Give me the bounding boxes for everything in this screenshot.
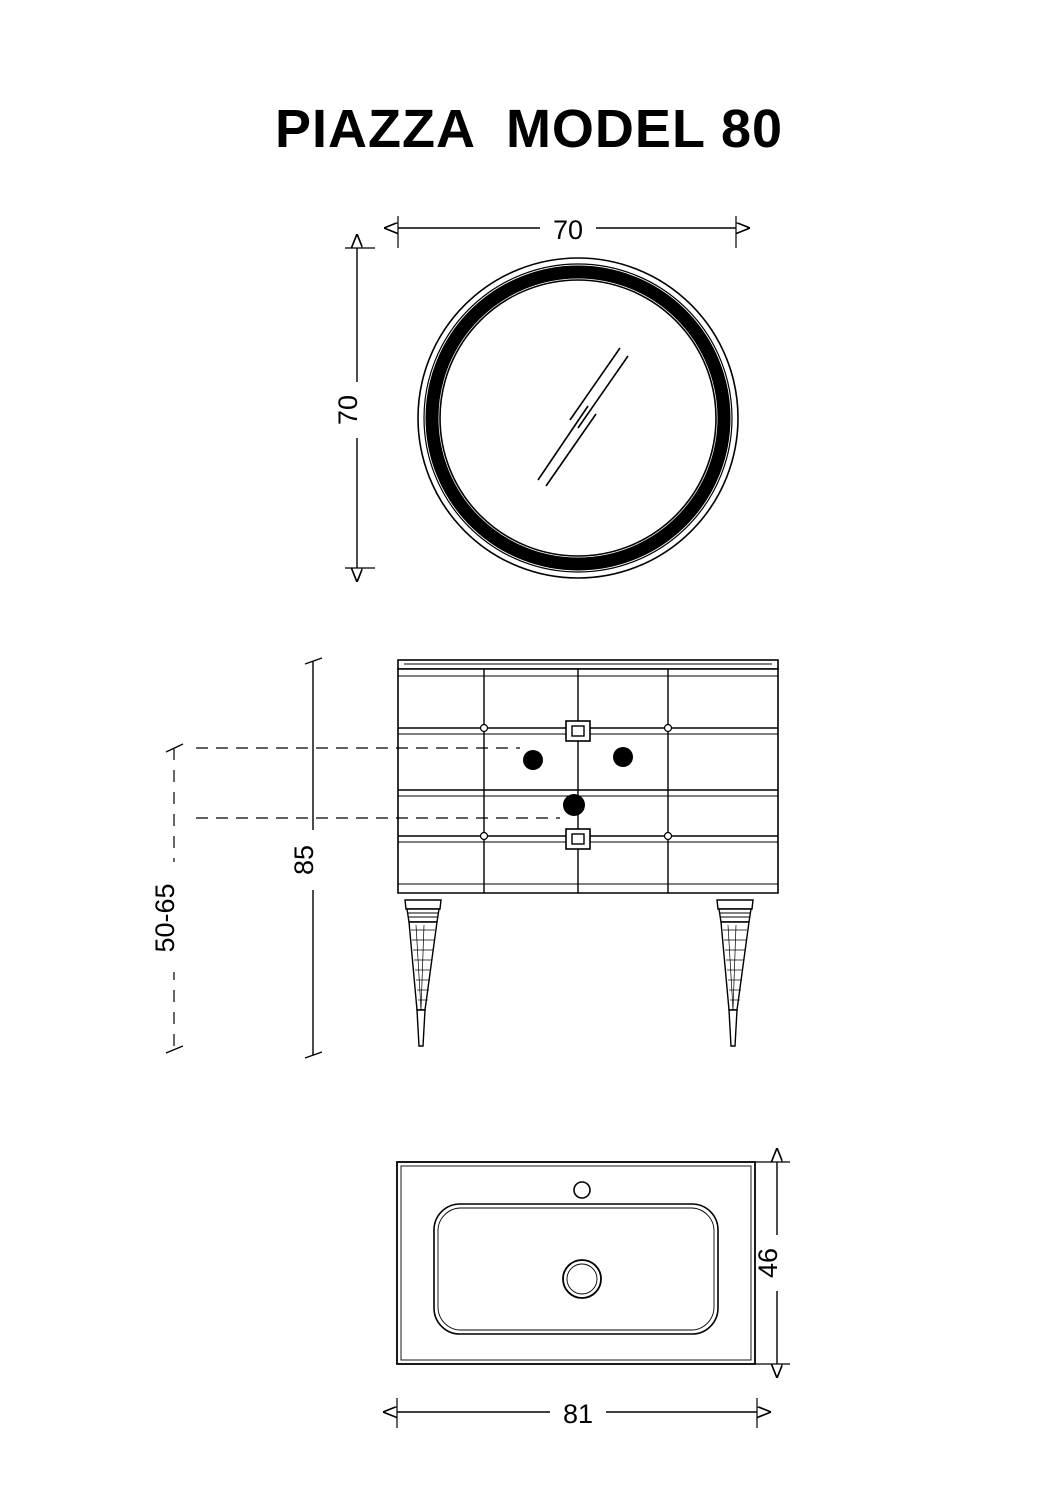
basin-width-dimension — [397, 1394, 757, 1430]
mirror-height-label: 70 — [333, 394, 363, 426]
page-title: PIAZZA MODEL 80 — [274, 99, 784, 159]
mirror-width-dimension — [398, 210, 736, 248]
cabinet-height-dimension — [289, 658, 331, 1058]
basin-width-label: 81 — [562, 1399, 594, 1429]
round-mirror-front-view — [418, 258, 738, 578]
drawer-handle-upper — [566, 721, 590, 741]
mounting-point-right — [613, 747, 633, 767]
cabinet-leg-right — [717, 900, 753, 1046]
vanity-cabinet-front-view — [398, 660, 778, 1046]
basin-depth-dimension — [753, 1162, 795, 1364]
washbasin-top-view — [397, 1162, 755, 1364]
mounting-point-left — [523, 750, 543, 770]
drawer-handle-lower — [566, 829, 590, 849]
mirror-height-dimension — [333, 248, 375, 568]
mount-range-label: 50-65 — [150, 883, 180, 953]
tap-hole — [574, 1182, 590, 1198]
cabinet-height-label: 85 — [289, 844, 319, 876]
cabinet-leg-left — [405, 900, 441, 1046]
mounting-point-center — [563, 794, 585, 816]
mirror-width-label: 70 — [552, 215, 584, 245]
basin-depth-label: 46 — [753, 1247, 783, 1279]
